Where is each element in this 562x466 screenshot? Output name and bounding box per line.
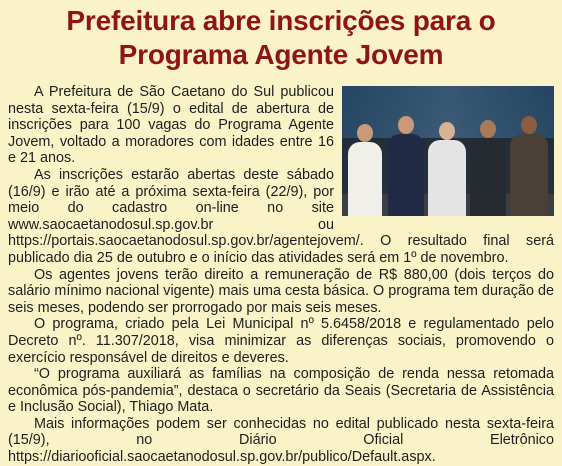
paragraph-1: A Prefeitura de São Caetano do Sul publicou nesta sexta-feira (15/9) o edital de abertura de inscrições para 100 vagas do Programa Agente Jovem, voltado a moradores com idades entre 16 e 21 anos. (8, 84, 334, 167)
article-body (8, 84, 554, 466)
paragraph-5: “O programa auxiliará as famílias na composição de renda nessa retomada econômica pós-pandemia”, destaca o secretário da Seais (Secretaria de Assistência e Inclusão Social), Thiago Mata. (8, 366, 554, 416)
paragraph-6: Mais informações podem ser conhecidas no edital publicado nesta sexta-feira (15/9), no Diário Oficial Eletrônico https://diariooficial.saocaetanodosul.sp.gov.br/publico/Default.aspx. (8, 415, 554, 466)
person-3 (428, 122, 466, 216)
paragraph-3: Os agentes jovens terão direito a remuneração de R$ 880,00 (dois terços do salário mínimo nacional vigente) mais uma cesta básica. O programa tem duração de seis meses, podendo ser prorrogado por mais seis meses. (8, 266, 554, 316)
article-headline (0, 4, 562, 72)
person-1 (348, 124, 382, 216)
paragraph-4: O programa, criado pela Lei Municipal nº 5.6458/2018 e regulamentado pelo Decreto nº. 11.307/2018, visa minimizar as diferenças sociais, promovendo o exercício responsável de direitos e deveres. (8, 316, 554, 366)
person-4 (470, 120, 506, 216)
article-photo (342, 86, 554, 216)
person-5 (510, 116, 548, 216)
person-2 (388, 116, 424, 216)
headline-line-2: Programa Agente Jovem (118, 39, 444, 70)
paragraph-2: As inscrições estarão abertas deste sábado (16/9) e irão até a próxima sexta-feira (22/9), por meio do cadastro on-line no site www.saocaetanodosul.sp.gov.br ou https://portais.saocaetanodosul.sp.gov.br/agentejovem/. O resultado final será publicado dia 25 de outubro e o início das atividades será em 1º de novembro. (8, 166, 554, 266)
headline-line-1: Prefeitura abre inscrições para o (66, 5, 496, 36)
